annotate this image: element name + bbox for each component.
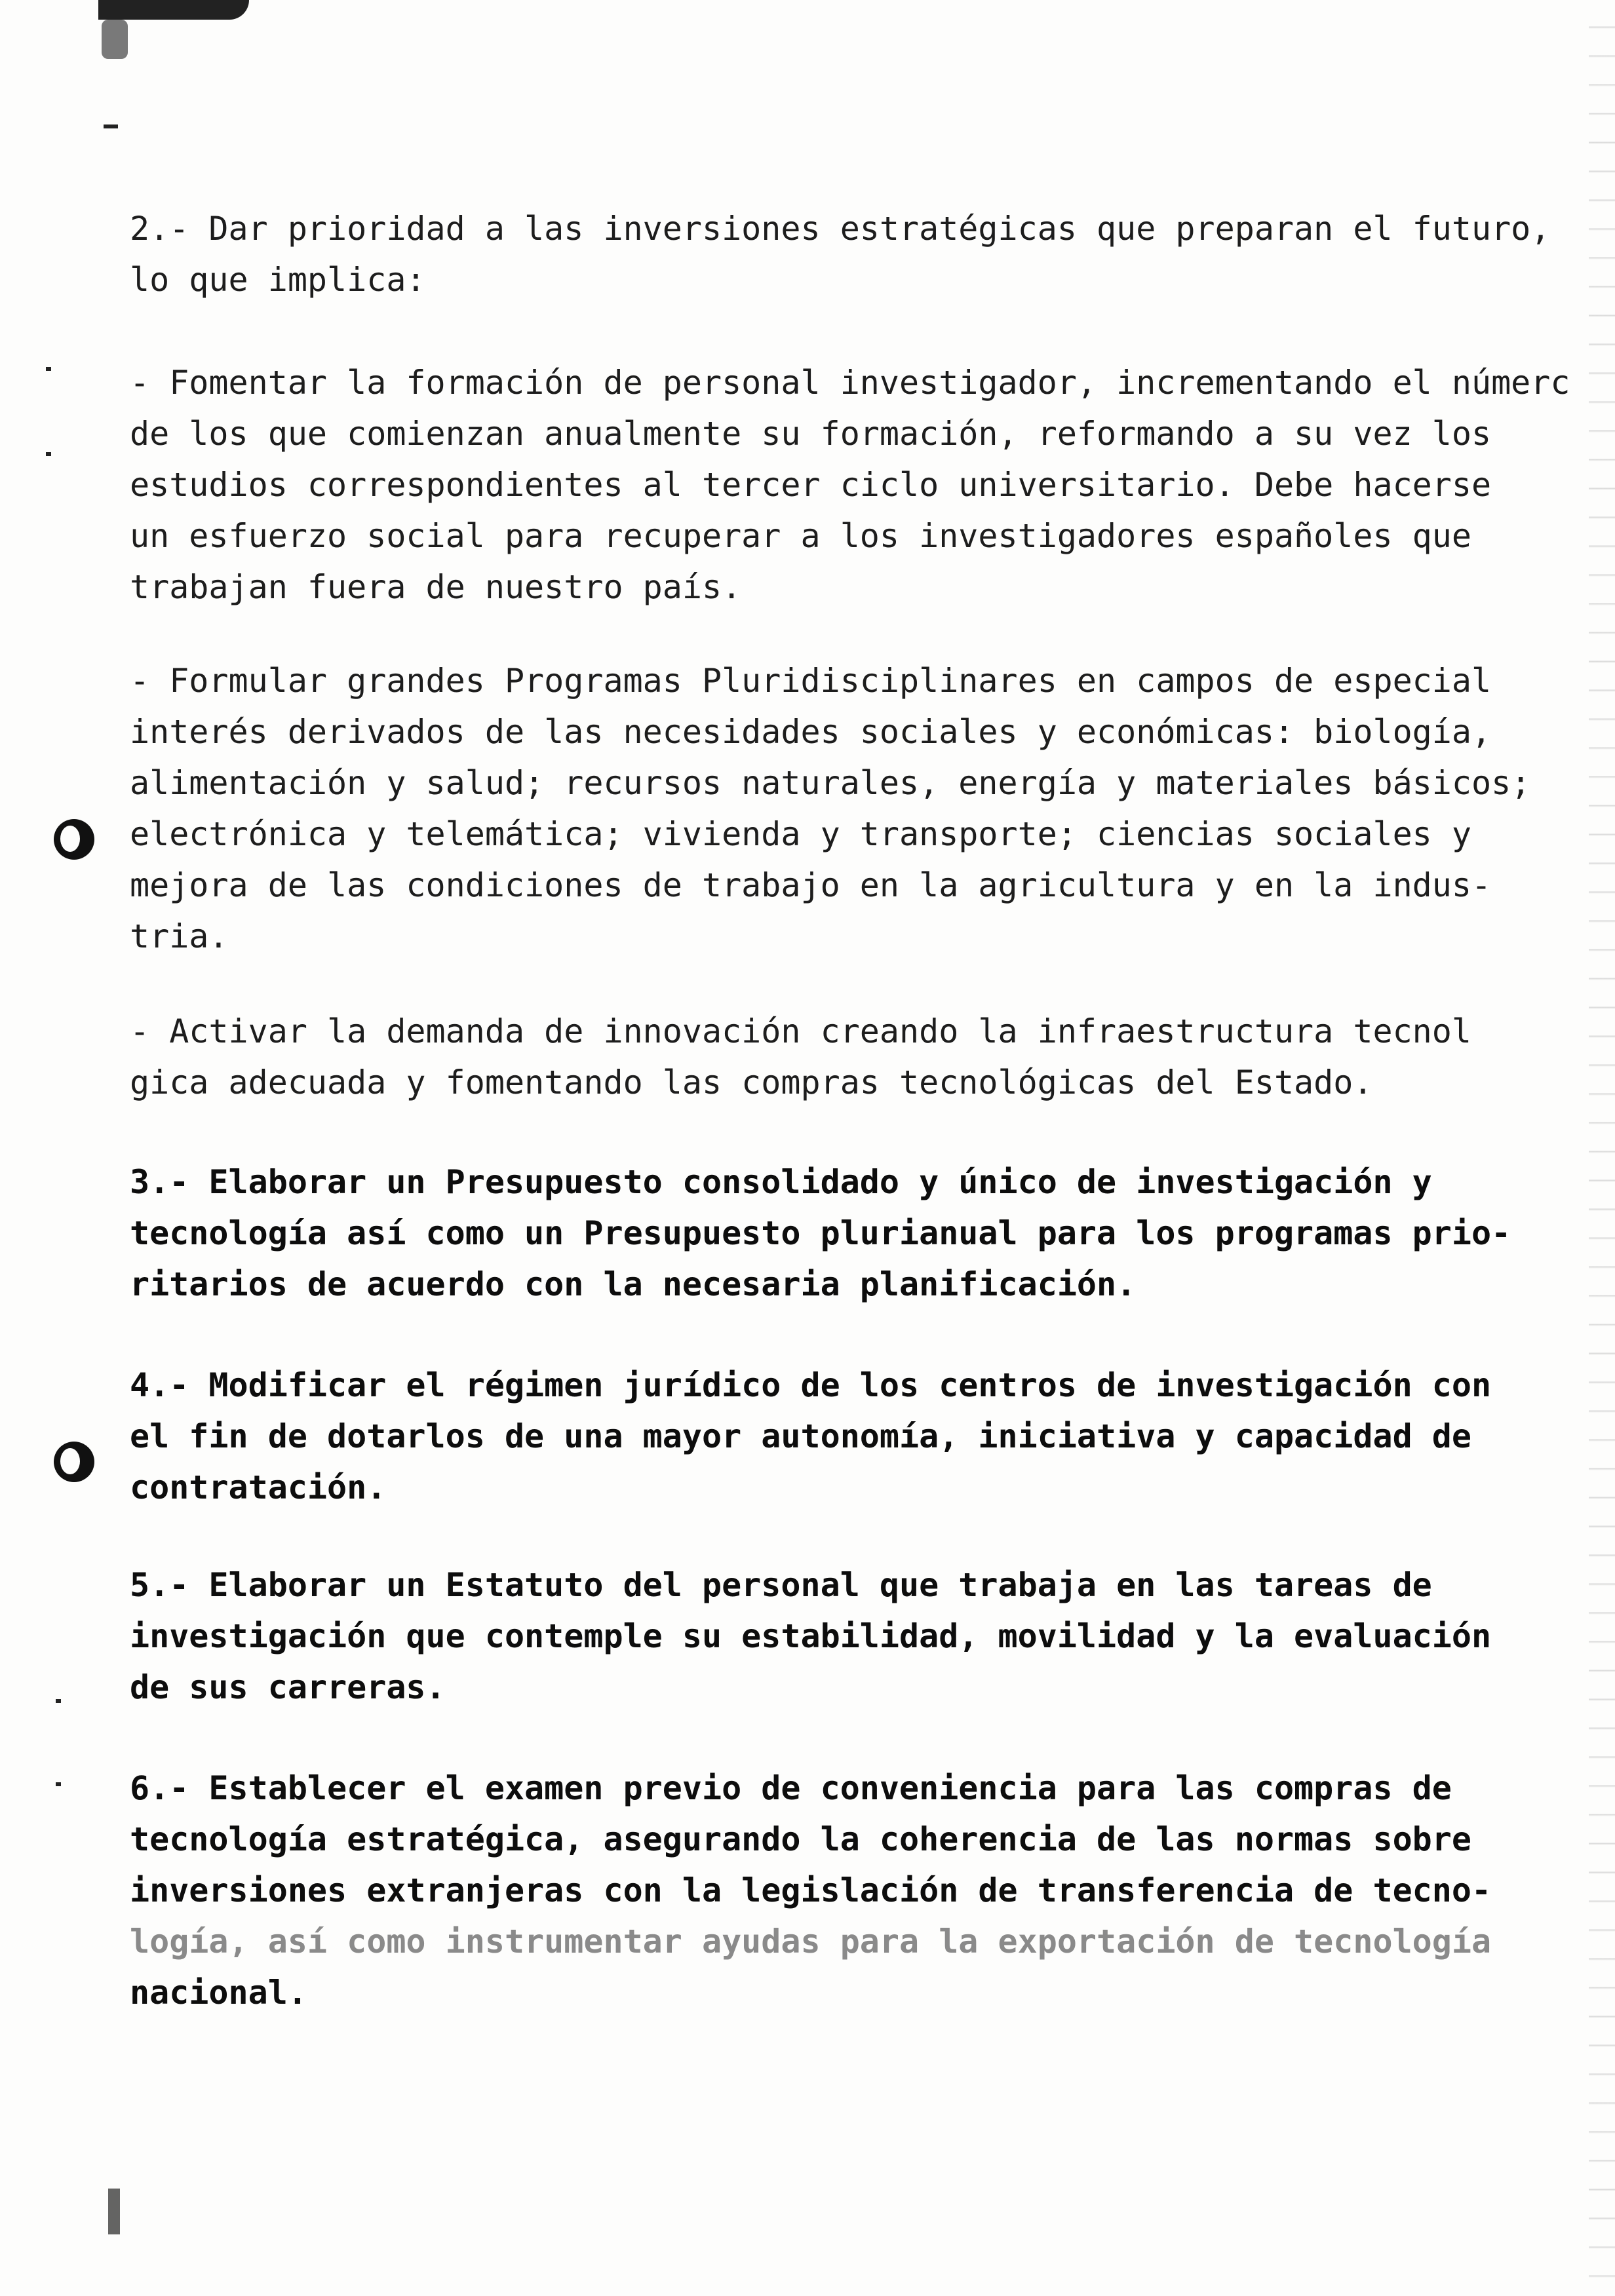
bottom-left-mark	[108, 2189, 120, 2234]
paragraph-3	[130, 1157, 1511, 1310]
text-line: de los que comienzan anualmente su formación, reformando a su vez los	[130, 415, 1492, 453]
text-line: contratación.	[130, 1468, 387, 1506]
text-line: estudios correspondientes al tercer ciclo universitario. Debe hacerse	[130, 466, 1492, 504]
text-line: 6.- Establecer el examen previo de conveniencia para las compras de	[130, 1769, 1452, 1807]
left-dot-mark-1	[46, 367, 51, 371]
text-line: lo que implica:	[130, 261, 426, 299]
text-line: inversiones extranjeras con la legislación de transferencia de tecno-	[130, 1871, 1492, 1909]
text-line: tria.	[130, 917, 229, 955]
text-line: gica adecuada y fomentando las compras tecnológicas del Estado.	[130, 1063, 1373, 1101]
right-edge-noise	[1589, 0, 1615, 2296]
text-line: electrónica y telemática; vivienda y transporte; ciencias sociales y	[130, 815, 1471, 853]
text-line: 2.- Dar prioridad a las inversiones estratégicas que preparan el futuro,	[130, 210, 1551, 248]
punch-hole-top	[54, 819, 94, 860]
paragraph-6	[130, 1763, 1491, 2018]
top-left-smudge	[98, 0, 249, 20]
left-dot-mark-2	[46, 452, 51, 456]
paragraph-formular	[130, 655, 1530, 962]
text-line: interés derivados de las necesidades sociales y económicas: biología,	[130, 713, 1492, 751]
punch-hole-bottom	[54, 1442, 94, 1482]
text-line: - Fomentar la formación de personal investigador, incrementando el númerc	[130, 364, 1570, 402]
text-line: 4.- Modificar el régimen jurídico de los centros de investigación con	[130, 1366, 1492, 1404]
text-line: tecnología así como un Presupuesto plurianual para los programas prio-	[130, 1214, 1511, 1252]
text-line: nacional.	[130, 1974, 307, 2012]
paragraph-fomentar	[130, 357, 1570, 613]
text-line: ritarios de acuerdo con la necesaria planificación.	[130, 1265, 1137, 1303]
top-left-smudge-2	[102, 20, 128, 59]
text-line: un esfuerzo social para recuperar a los investigadores españoles que	[130, 517, 1471, 555]
paragraph-4	[130, 1360, 1491, 1513]
left-dot-mark-4	[56, 1782, 61, 1786]
text-line: 3.- Elaborar un Presupuesto consolidado y único de investigación y	[130, 1163, 1432, 1201]
left-dot-mark-3	[56, 1699, 61, 1703]
paragraph-5	[130, 1559, 1491, 1713]
text-line: de sus carreras.	[130, 1668, 446, 1706]
text-line: 5.- Elaborar un Estatuto del personal que trabaja en las tareas de	[130, 1566, 1432, 1604]
left-dash-mark	[104, 124, 118, 128]
text-line: trabajan fuera de nuestro país.	[130, 568, 742, 606]
text-line: mejora de las condiciones de trabajo en la agricultura y en la indus-	[130, 866, 1492, 904]
text-line: tecnología estratégica, asegurando la coherencia de las normas sobre	[130, 1820, 1471, 1858]
text-line: - Activar la demanda de innovación creando la infraestructura tecnol	[130, 1012, 1471, 1050]
text-line: alimentación y salud; recursos naturales, energía y materiales básicos;	[130, 764, 1531, 802]
paragraph-2	[130, 203, 1550, 305]
text-line: logía, así como instrumentar ayudas para la exportación de tecnología	[130, 1923, 1492, 1961]
text-line: investigación que contemple su estabilidad, movilidad y la evaluación	[130, 1617, 1492, 1655]
paragraph-activar	[130, 1006, 1471, 1108]
text-line: el fin de dotarlos de una mayor autonomía, iniciativa y capacidad de	[130, 1417, 1471, 1455]
text-line: - Formular grandes Programas Pluridisciplinares en campos de especial	[130, 662, 1492, 700]
